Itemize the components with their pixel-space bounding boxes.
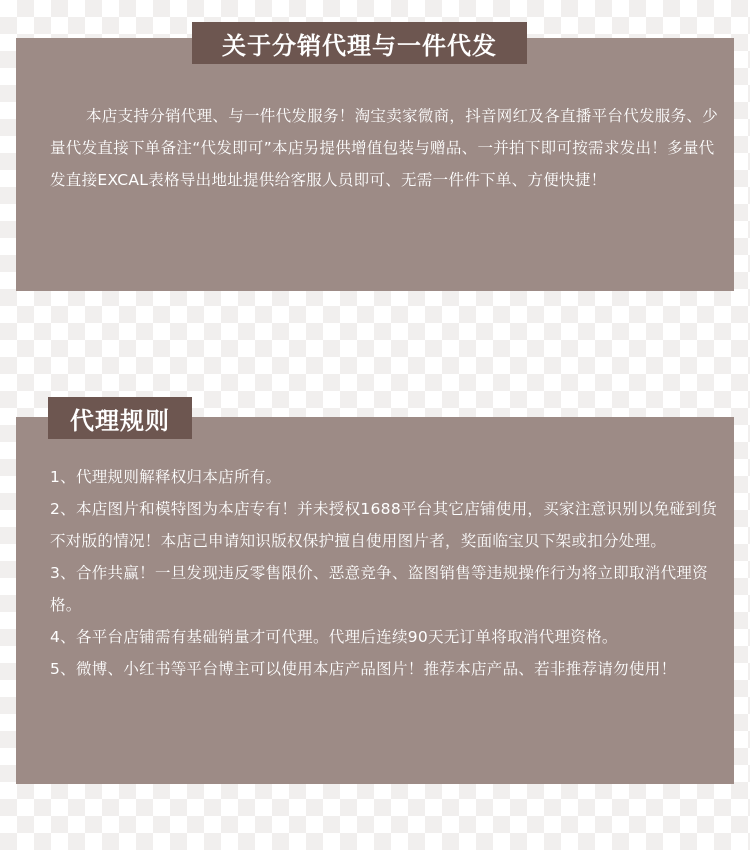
rule-item-3: 3、合作共赢！一旦发现违反零售限价、恶意竞争、盗图销售等违规操作行为将立即取消代理资格。 [50, 564, 708, 614]
rule-item-5: 5、微博、小红书等平台博主可以使用本店产品图片！推荐本店产品、若非推荐请勿使用！ [50, 660, 677, 678]
rule-item-2: 2、本店图片和模特图为本店专有！并未授权1688平台其它店铺使用，买家注意识别以免碰到货不对版的情况！本店己申请知识版权保护擅自使用图片者，奖面临宝贝下架或扣分处理。 [50, 500, 718, 550]
agency-rules-title: 代理规则 [48, 397, 192, 439]
distribution-description: 本店支持分销代理、与一件代发服务！淘宝卖家微商，抖音网红及各直播平台代发服务、少量代发直接下单备注“代发即可”本店另提供增值包装与赠品、一并拍下即可按需求发出！多量代发直接EXCAL表格导出地址提供给客服人员即可、无需一件件下单、方便快捷！ [50, 107, 719, 189]
rule-item-1: 1、代理规则解释权归本店所有。 [50, 468, 282, 486]
rule-item-4: 4、各平台店铺需有基础销量才可代理。代理后连续90天无订单将取消代理资格。 [50, 628, 618, 646]
agency-rules-list [50, 461, 722, 685]
distribution-title: 关于分销代理与一件代发 [192, 22, 527, 64]
